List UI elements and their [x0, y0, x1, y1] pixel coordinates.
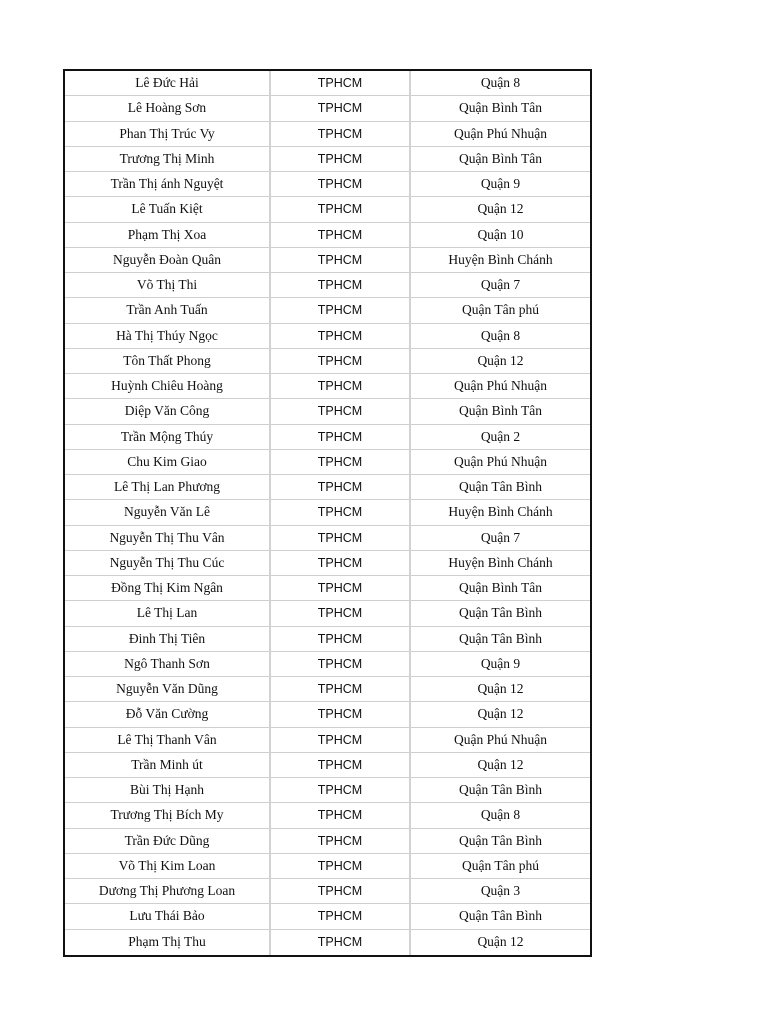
district-cell: Huyện Bình Chánh [448, 251, 553, 267]
district-cell: Quận Bình Tân [459, 150, 542, 166]
name-cell: Phạm Thị Thu [65, 930, 271, 955]
name-cell: Tôn Thất Phong [65, 349, 271, 373]
district-cell: Quận 8 [480, 75, 521, 91]
district-cell: Quận 12 [477, 756, 524, 772]
name-cell: Nguyễn Đoàn Quân [65, 248, 271, 272]
table-row [65, 803, 590, 828]
district-cell: Quận 12 [477, 352, 524, 368]
city-cell: TPHCM [271, 526, 411, 550]
table-row [65, 728, 590, 753]
table-row [65, 753, 590, 778]
city-cell: TPHCM [271, 652, 411, 676]
city-cell: TPHCM [271, 930, 411, 955]
table-row [65, 324, 590, 349]
name-cell: Huỳnh Chiêu Hoàng [65, 374, 271, 398]
name-cell: Đồng Thị Kim Ngân [65, 576, 271, 600]
district-cell: Quận 3 [480, 883, 521, 899]
city-cell: TPHCM [271, 374, 411, 398]
district-cell: Quận 12 [477, 201, 524, 217]
district-cell: Quận 8 [480, 327, 521, 343]
table-row [65, 526, 590, 551]
district-cell: Quận Tân phú [462, 302, 539, 318]
city-cell: TPHCM [271, 829, 411, 853]
table-row [65, 248, 590, 273]
city-cell: TPHCM [271, 450, 411, 474]
name-cell: Trương Thị Minh [65, 147, 271, 171]
city-cell: TPHCM [271, 71, 411, 95]
city-cell: TPHCM [271, 475, 411, 499]
city-cell: TPHCM [271, 172, 411, 196]
table-row [65, 551, 590, 576]
table-row [65, 298, 590, 323]
district-cell: Quận Bình Tân [459, 100, 542, 116]
city-cell: TPHCM [271, 576, 411, 600]
district-cell: Quận 8 [480, 807, 521, 823]
district-cell: Quận Tân Bình [459, 479, 542, 495]
district-cell: Quận 10 [477, 226, 524, 242]
table-row [65, 197, 590, 222]
name-cell: Trần Đức Dũng [65, 829, 271, 853]
table-row [65, 601, 590, 626]
name-cell: Trần Mộng Thúy [65, 425, 271, 449]
district-cell: Quận Phú Nhuận [454, 378, 547, 394]
city-cell: TPHCM [271, 500, 411, 524]
table-row [65, 273, 590, 298]
table-row [65, 677, 590, 702]
district-cell: Quận Phú Nhuận [454, 731, 547, 747]
name-cell: Lê Đức Hải [65, 71, 271, 95]
name-cell: Nguyễn Văn Lê [65, 500, 271, 524]
district-cell: Quận Tân Bình [459, 630, 542, 646]
district-cell: Quận Tân Bình [459, 782, 542, 798]
city-cell: TPHCM [271, 349, 411, 373]
city-cell: TPHCM [271, 197, 411, 221]
city-cell: TPHCM [271, 324, 411, 348]
district-cell: Quận Bình Tân [459, 580, 542, 596]
table-row [65, 627, 590, 652]
name-cell: Diệp Văn Công [65, 399, 271, 423]
city-cell: TPHCM [271, 904, 411, 928]
name-cell: Trần Thị ánh Nguyệt [65, 172, 271, 196]
city-cell: TPHCM [271, 298, 411, 322]
district-cell: Quận Tân Bình [459, 605, 542, 621]
table-row [65, 71, 590, 96]
district-cell: Huyện Bình Chánh [448, 504, 553, 520]
city-cell: TPHCM [271, 702, 411, 726]
table-row [65, 223, 590, 248]
city-cell: TPHCM [271, 879, 411, 903]
table-row [65, 702, 590, 727]
name-cell: Võ Thị Thi [65, 273, 271, 297]
district-cell: Quận 12 [477, 934, 524, 950]
city-cell: TPHCM [271, 273, 411, 297]
city-cell: TPHCM [271, 551, 411, 575]
city-cell: TPHCM [271, 425, 411, 449]
city-cell: TPHCM [271, 778, 411, 802]
city-cell: TPHCM [271, 627, 411, 651]
table-row [65, 172, 590, 197]
city-cell: TPHCM [271, 803, 411, 827]
table-row [65, 879, 590, 904]
name-cell: Võ Thị Kim Loan [65, 854, 271, 878]
name-cell: Lê Thị Lan Phương [65, 475, 271, 499]
name-cell: Đỗ Văn Cường [65, 702, 271, 726]
table-row [65, 147, 590, 172]
district-cell: Quận 12 [477, 681, 524, 697]
district-cell: Quận 12 [477, 706, 524, 722]
city-cell: TPHCM [271, 122, 411, 146]
district-cell: Quận Bình Tân [459, 403, 542, 419]
table-row [65, 576, 590, 601]
name-cell: Chu Kim Giao [65, 450, 271, 474]
city-cell: TPHCM [271, 677, 411, 701]
name-cell: Bùi Thị Hạnh [65, 778, 271, 802]
table-row [65, 500, 590, 525]
name-cell: Lê Tuấn Kiệt [65, 197, 271, 221]
district-cell: Quận Tân Bình [459, 832, 542, 848]
name-cell: Hà Thị Thúy Ngọc [65, 324, 271, 348]
district-cell: Quận Phú Nhuận [454, 125, 547, 141]
district-cell: Quận 9 [480, 176, 521, 192]
city-cell: TPHCM [271, 248, 411, 272]
data-table [63, 69, 592, 957]
table-row [65, 425, 590, 450]
table-row [65, 349, 590, 374]
name-cell: Lưu Thái Bảo [65, 904, 271, 928]
district-cell: Quận Phú Nhuận [454, 453, 547, 469]
name-cell: Lê Thị Thanh Vân [65, 728, 271, 752]
district-cell: Quận 9 [480, 655, 521, 671]
table-row [65, 96, 590, 121]
city-cell: TPHCM [271, 147, 411, 171]
name-cell: Nguyễn Văn Dũng [65, 677, 271, 701]
district-cell: Huyện Bình Chánh [448, 554, 553, 570]
city-cell: TPHCM [271, 223, 411, 247]
name-cell: Trần Anh Tuấn [65, 298, 271, 322]
table-row [65, 652, 590, 677]
district-cell: Quận 7 [480, 277, 521, 293]
name-cell: Trương Thị Bích My [65, 803, 271, 827]
city-cell: TPHCM [271, 728, 411, 752]
name-cell: Dương Thị Phương Loan [65, 879, 271, 903]
name-cell: Phan Thị Trúc Vy [65, 122, 271, 146]
city-cell: TPHCM [271, 601, 411, 625]
name-cell: Đinh Thị Tiên [65, 627, 271, 651]
name-cell: Nguyễn Thị Thu Cúc [65, 551, 271, 575]
district-cell: Quận 2 [480, 428, 521, 444]
table-row [65, 450, 590, 475]
table-row [65, 829, 590, 854]
table-row [65, 854, 590, 879]
district-cell: Quận Tân phú [462, 857, 539, 873]
name-cell: Lê Hoàng Sơn [65, 96, 271, 120]
name-cell: Ngô Thanh Sơn [65, 652, 271, 676]
name-cell: Nguyễn Thị Thu Vân [65, 526, 271, 550]
table-row [65, 930, 590, 955]
table-row [65, 475, 590, 500]
table-row [65, 399, 590, 424]
district-cell: Quận 7 [480, 529, 521, 545]
name-cell: Trần Minh út [65, 753, 271, 777]
city-cell: TPHCM [271, 854, 411, 878]
city-cell: TPHCM [271, 753, 411, 777]
table-row [65, 374, 590, 399]
name-cell: Lê Thị Lan [65, 601, 271, 625]
table-row [65, 122, 590, 147]
city-cell: TPHCM [271, 96, 411, 120]
district-cell: Quận Tân Bình [459, 908, 542, 924]
city-cell: TPHCM [271, 399, 411, 423]
table-row [65, 778, 590, 803]
name-cell: Phạm Thị Xoa [65, 223, 271, 247]
table-row [65, 904, 590, 929]
